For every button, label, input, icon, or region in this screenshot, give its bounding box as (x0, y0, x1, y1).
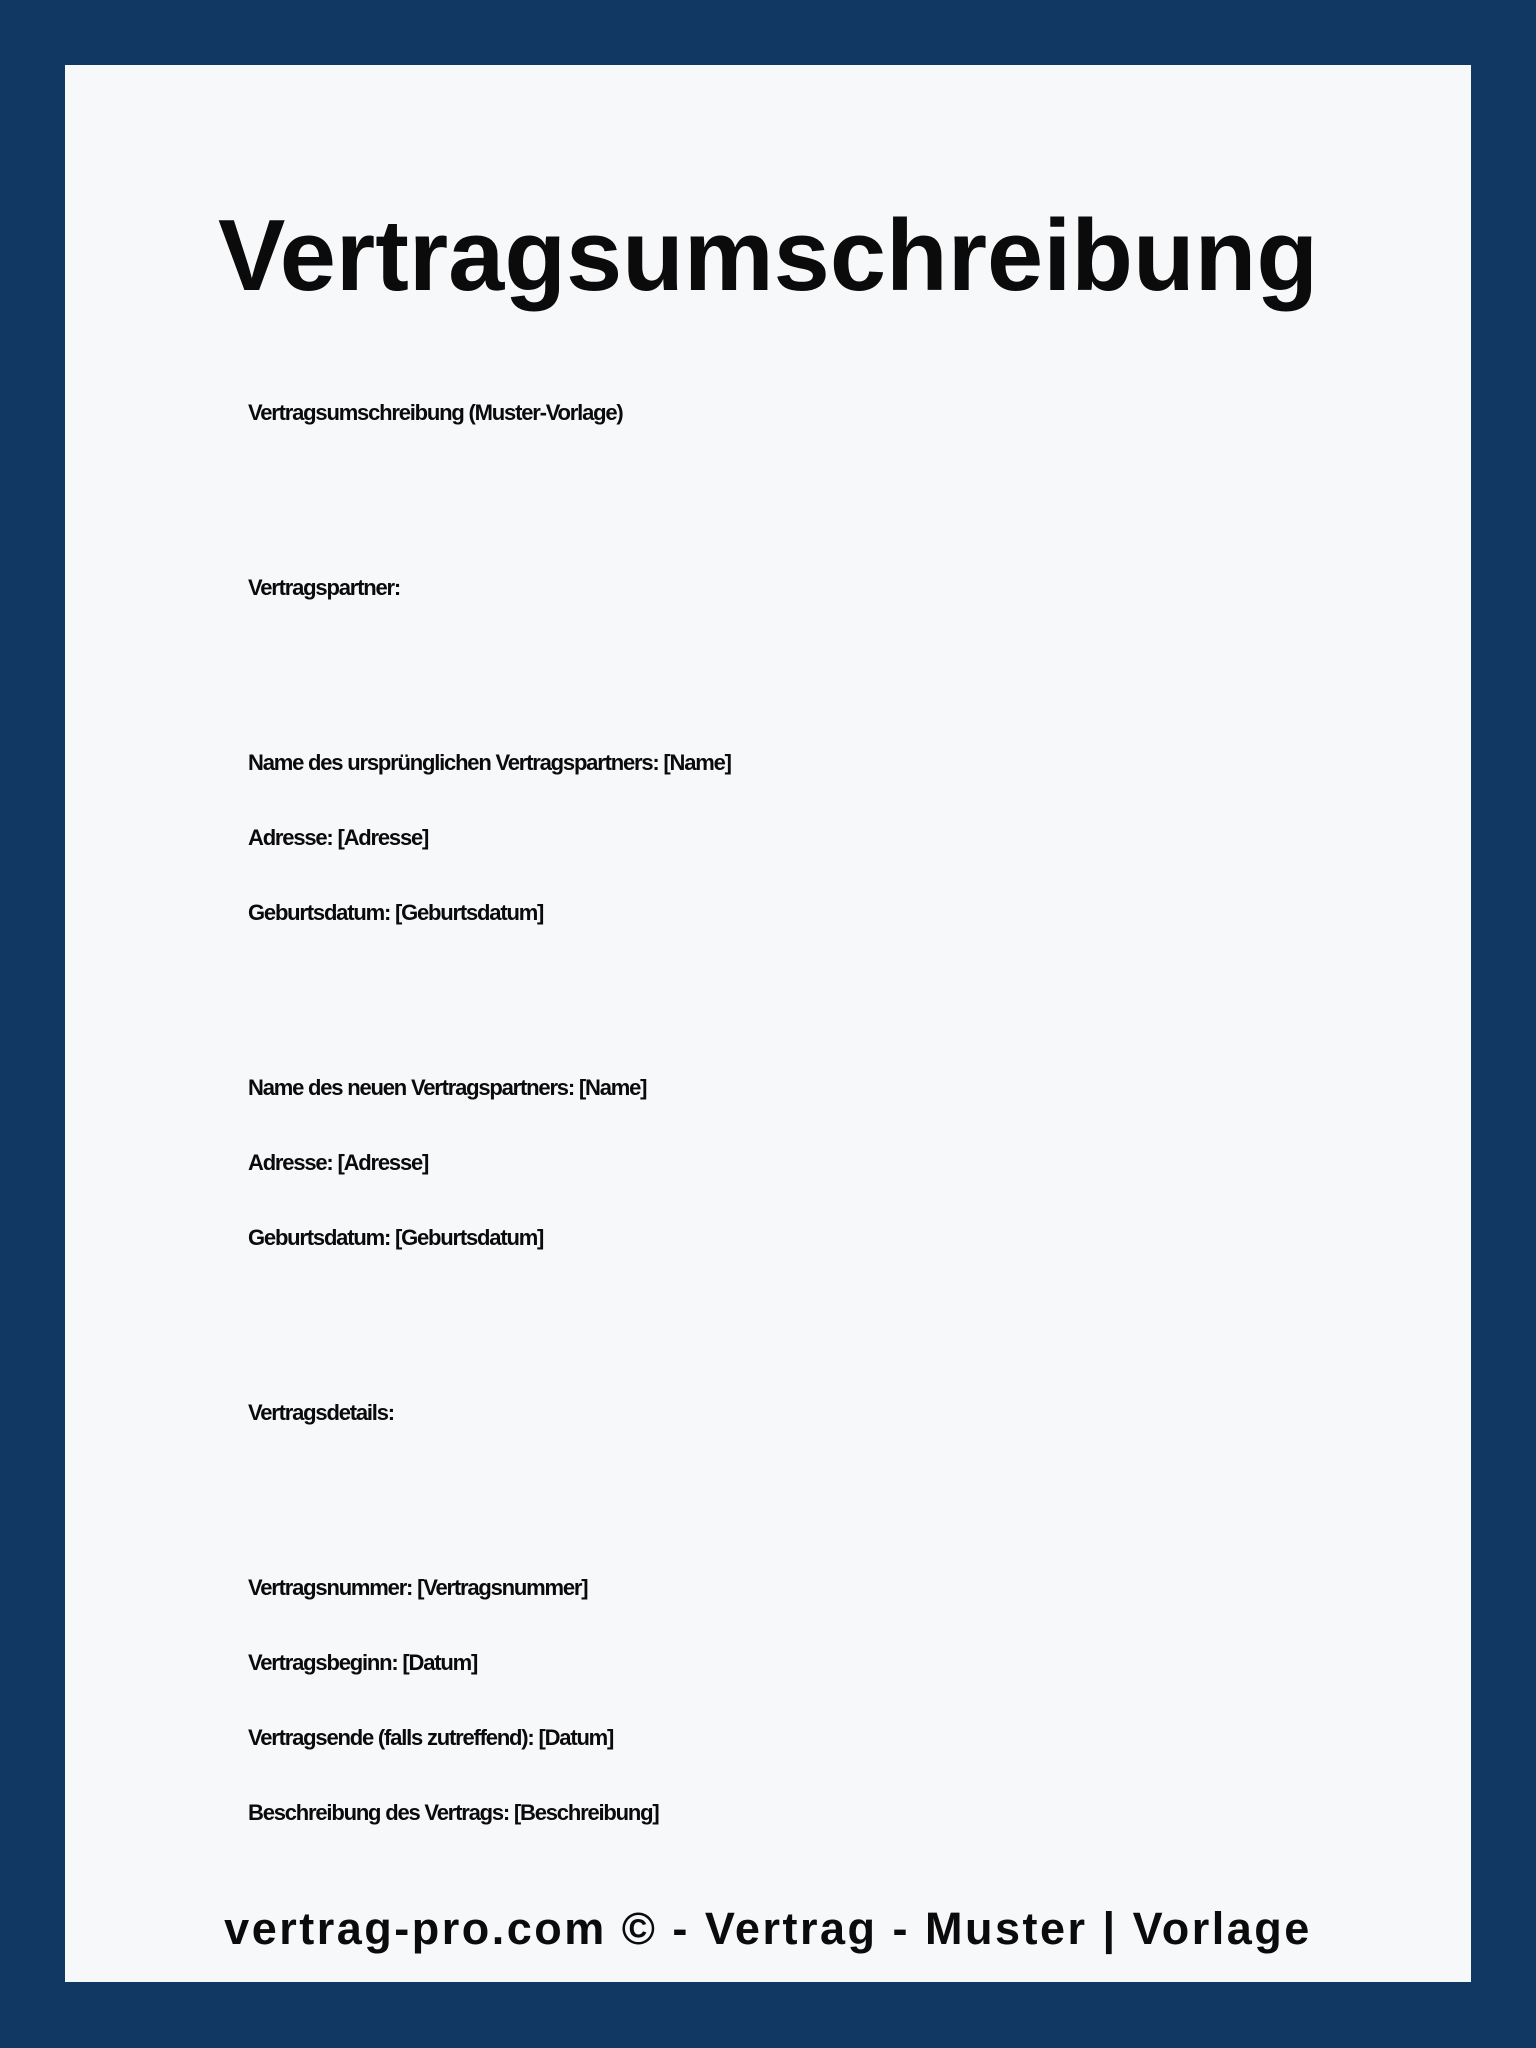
doc-line-geburtsdatum-2: Geburtsdatum: [Geburtsdatum] (248, 1225, 544, 1250)
doc-line-name-urspruenglich: Name des ursprünglichen Vertragspartners: [Name] (248, 750, 731, 775)
doc-line-vertragspartner: Vertragspartner: (248, 575, 400, 600)
doc-line-vertragsnummer: Vertragsnummer: [Vertragsnummer] (248, 1575, 588, 1600)
document-page (65, 65, 1471, 1982)
doc-line-subtitle: Vertragsumschreibung (Muster-Vorlage) (248, 400, 623, 425)
doc-line-adresse-2: Adresse: [Adresse] (248, 1150, 429, 1175)
doc-line-vertragsende: Vertragsende (falls zutreffend): [Datum] (248, 1725, 614, 1750)
document-title: Vertragsumschreibung (217, 200, 1319, 312)
doc-line-adresse-1: Adresse: [Adresse] (248, 825, 429, 850)
doc-line-vertragsdetails: Vertragsdetails: (248, 1400, 394, 1425)
doc-line-beschreibung: Beschreibung des Vertrags: [Beschreibung] (248, 1800, 659, 1825)
doc-line-geburtsdatum-1: Geburtsdatum: [Geburtsdatum] (248, 900, 544, 925)
doc-line-name-neu: Name des neuen Vertragspartners: [Name] (248, 1075, 647, 1100)
footer-branding: vertrag-pro.com © - Vertrag - Muster | Vorlage (224, 1903, 1312, 1954)
doc-line-vertragsbeginn: Vertragsbeginn: [Datum] (248, 1650, 478, 1675)
